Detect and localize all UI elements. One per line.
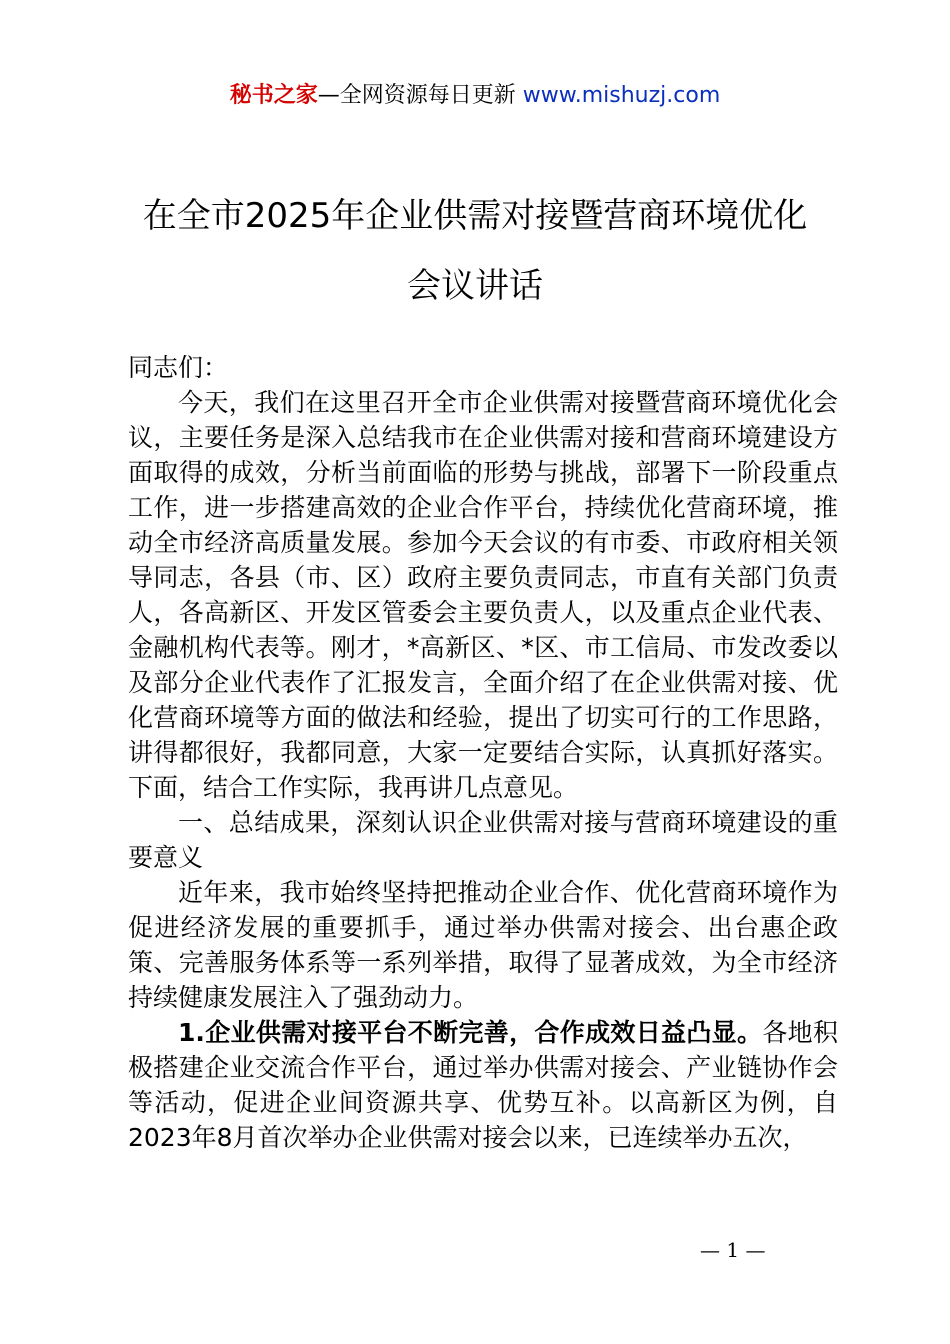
page-number: — 1 —	[700, 1238, 766, 1262]
salutation: 同志们：	[128, 353, 229, 382]
section-heading-1: 一、总结成果，深刻认识企业供需对接与营商环境建设的重要意义	[128, 808, 838, 872]
document-title-line-1: 在全市2025年企业供需对接暨营商环境优化	[142, 196, 808, 236]
paragraph-achievements: 近年来，我市始终坚持把推动企业合作、优化营商环境作为促进经济发展的重要抓手，通过举办供需对接会、出台惠企政策、完善服务体系等一系列举措，取得了显著成效，为全市经济持续健康发展注入了强劲动力。	[128, 878, 838, 1012]
document-title-line-2: 会议讲话	[407, 266, 543, 306]
document-body	[128, 350, 838, 1155]
site-url-link[interactable]: www.mishuzj.com	[522, 83, 721, 108]
paragraph-platform-lead: 1.企业供需对接平台不断完善，合作成效日益凸显。	[178, 1018, 763, 1047]
paragraph-platform-text: 各地积极搭建企业交流合作平台，通过举办供需对接会、产业链协作会等活动，促进企业间资源共享、优势互补。以高新区为例，自2023年8月首次举办企业供需对接会以来，已连续举办五次，	[128, 1018, 838, 1152]
site-header	[0, 80, 950, 112]
paragraph-intro: 今天，我们在这里召开全市企业供需对接暨营商环境优化会议，主要任务是深入总结我市在企业供需对接和营商环境建设方面取得的成效，分析当前面临的形势与挑战，部署下一阶段重点工作，进一步搭建高效的企业合作平台，持续优化营商环境，推动全市经济高质量发展。参加今天会议的有市委、市政府相关领导同志，各县（市、区）政府主要负责同志，市直有关部门负责人，各高新区、开发区管委会主要负责人，以及重点企业代表、金融机构代表等。刚才，*高新区、*区、市工信局、市发改委以及部分企业代表作了汇报发言，全面介绍了在企业供需对接、优化营商环境等方面的做法和经验，提出了切实可行的工作思路，讲得都很好，我都同意，大家一定要结合实际，认真抓好落实。下面，结合工作实际，我再讲几点意见。	[128, 388, 838, 802]
header-tagline: —全网资源每日更新	[317, 83, 523, 108]
paragraph-platform	[128, 1015, 838, 1155]
brand-name: 秘书之家	[229, 83, 318, 108]
